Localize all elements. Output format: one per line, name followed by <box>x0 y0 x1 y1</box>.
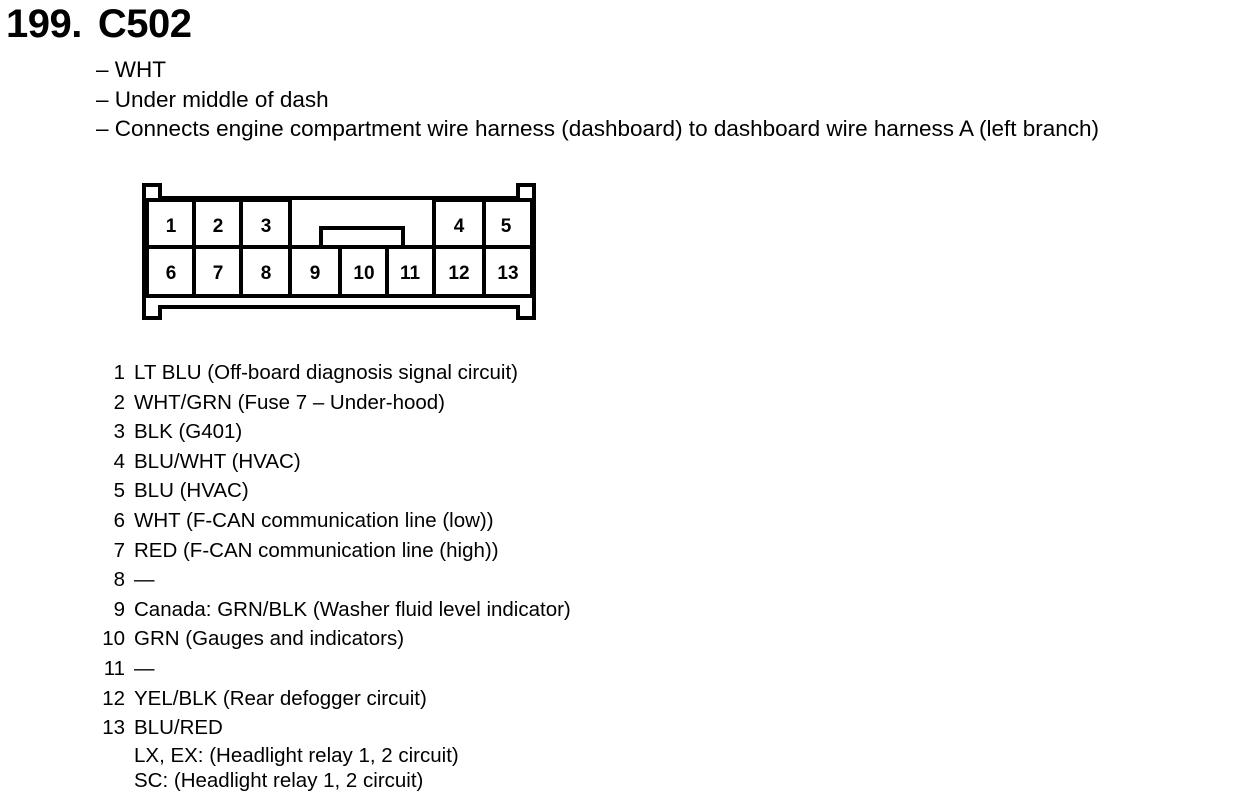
pin-row <box>100 624 571 654</box>
page-title <box>6 2 191 47</box>
info-location: – Under middle of dash <box>96 86 329 112</box>
pin-label-3: 3 <box>260 216 272 237</box>
connector-id: C502 <box>97 2 192 46</box>
pin-row <box>100 536 571 566</box>
pin-row <box>100 358 571 388</box>
pin-number: 9 <box>113 597 125 621</box>
pin13-note-sc: SC: (Headlight relay 1, 2 circuit) <box>134 768 424 792</box>
pin-description: — <box>134 656 155 680</box>
pin-row <box>100 506 571 536</box>
pin-row <box>100 388 571 418</box>
pin-label-6: 6 <box>165 263 177 284</box>
pin-label-11: 11 <box>399 263 421 284</box>
pin-description: BLU (HVAC) <box>134 479 249 503</box>
pin-row <box>100 417 571 447</box>
pin-description: GRN (Gauges and indicators) <box>134 627 405 651</box>
pin-number: 3 <box>113 420 125 444</box>
pin-number: 2 <box>113 390 125 414</box>
pin-description: YEL/BLK (Rear defogger circuit) <box>134 686 427 710</box>
pin-row <box>100 713 571 743</box>
pin-description: BLK (G401) <box>134 420 243 444</box>
pin-label-13: 13 <box>497 263 519 284</box>
pin-number: 5 <box>113 479 125 503</box>
connector-diagram <box>140 180 540 325</box>
section-number: 199. <box>6 2 82 46</box>
pin-label-9: 9 <box>309 263 321 284</box>
info-connection: – Connects engine compartment wire harness (dashboard) to dashboard wire harness A (left branch) <box>96 116 1100 141</box>
pin-row <box>100 476 571 506</box>
key-tab <box>321 228 403 247</box>
pin-description: LT BLU (Off-board diagnosis signal circuit) <box>134 361 518 384</box>
pin-number: 11 <box>103 656 125 680</box>
pin-description: BLU/WHT (HVAC) <box>134 449 301 473</box>
pin-label-7: 7 <box>212 263 224 284</box>
info-color: – WHT <box>96 57 166 82</box>
pin-label-5: 5 <box>500 216 512 237</box>
pin-row <box>100 447 571 477</box>
connector-info <box>96 55 1099 144</box>
pin-number: 10 <box>102 627 125 651</box>
pin-description: Canada: GRN/BLK (Washer fluid level indicator) <box>134 597 571 621</box>
pin-row <box>100 595 571 625</box>
pin-number: 7 <box>113 538 125 562</box>
pin-number: 12 <box>102 686 125 710</box>
pin-row <box>100 684 571 714</box>
pin-row <box>100 565 571 595</box>
pin-description: WHT (F-CAN communication line (low)) <box>134 508 494 532</box>
pin-label-4: 4 <box>453 216 465 237</box>
pin-label-10: 10 <box>353 263 375 284</box>
pin-list <box>100 358 571 793</box>
pin-description: RED (F-CAN communication line (high)) <box>134 538 499 562</box>
pin-number: 6 <box>113 508 125 532</box>
pin-row <box>100 654 571 684</box>
pin-number: 13 <box>102 716 125 740</box>
pin-label-8: 8 <box>260 263 272 284</box>
pin-number: 1 <box>113 361 125 384</box>
pin-number: 8 <box>113 568 125 592</box>
pin-description: — <box>134 568 155 592</box>
pin-description: BLU/RED <box>134 716 223 740</box>
pin-number: 4 <box>113 449 125 473</box>
pin-label-12: 12 <box>448 263 470 284</box>
pin-label-2: 2 <box>212 216 224 237</box>
pin13-note-lx-ex: LX, EX: (Headlight relay 1, 2 circuit) <box>134 743 459 767</box>
pin-label-1: 1 <box>165 216 177 237</box>
pin-description: WHT/GRN (Fuse 7 – Under-hood) <box>134 390 446 414</box>
